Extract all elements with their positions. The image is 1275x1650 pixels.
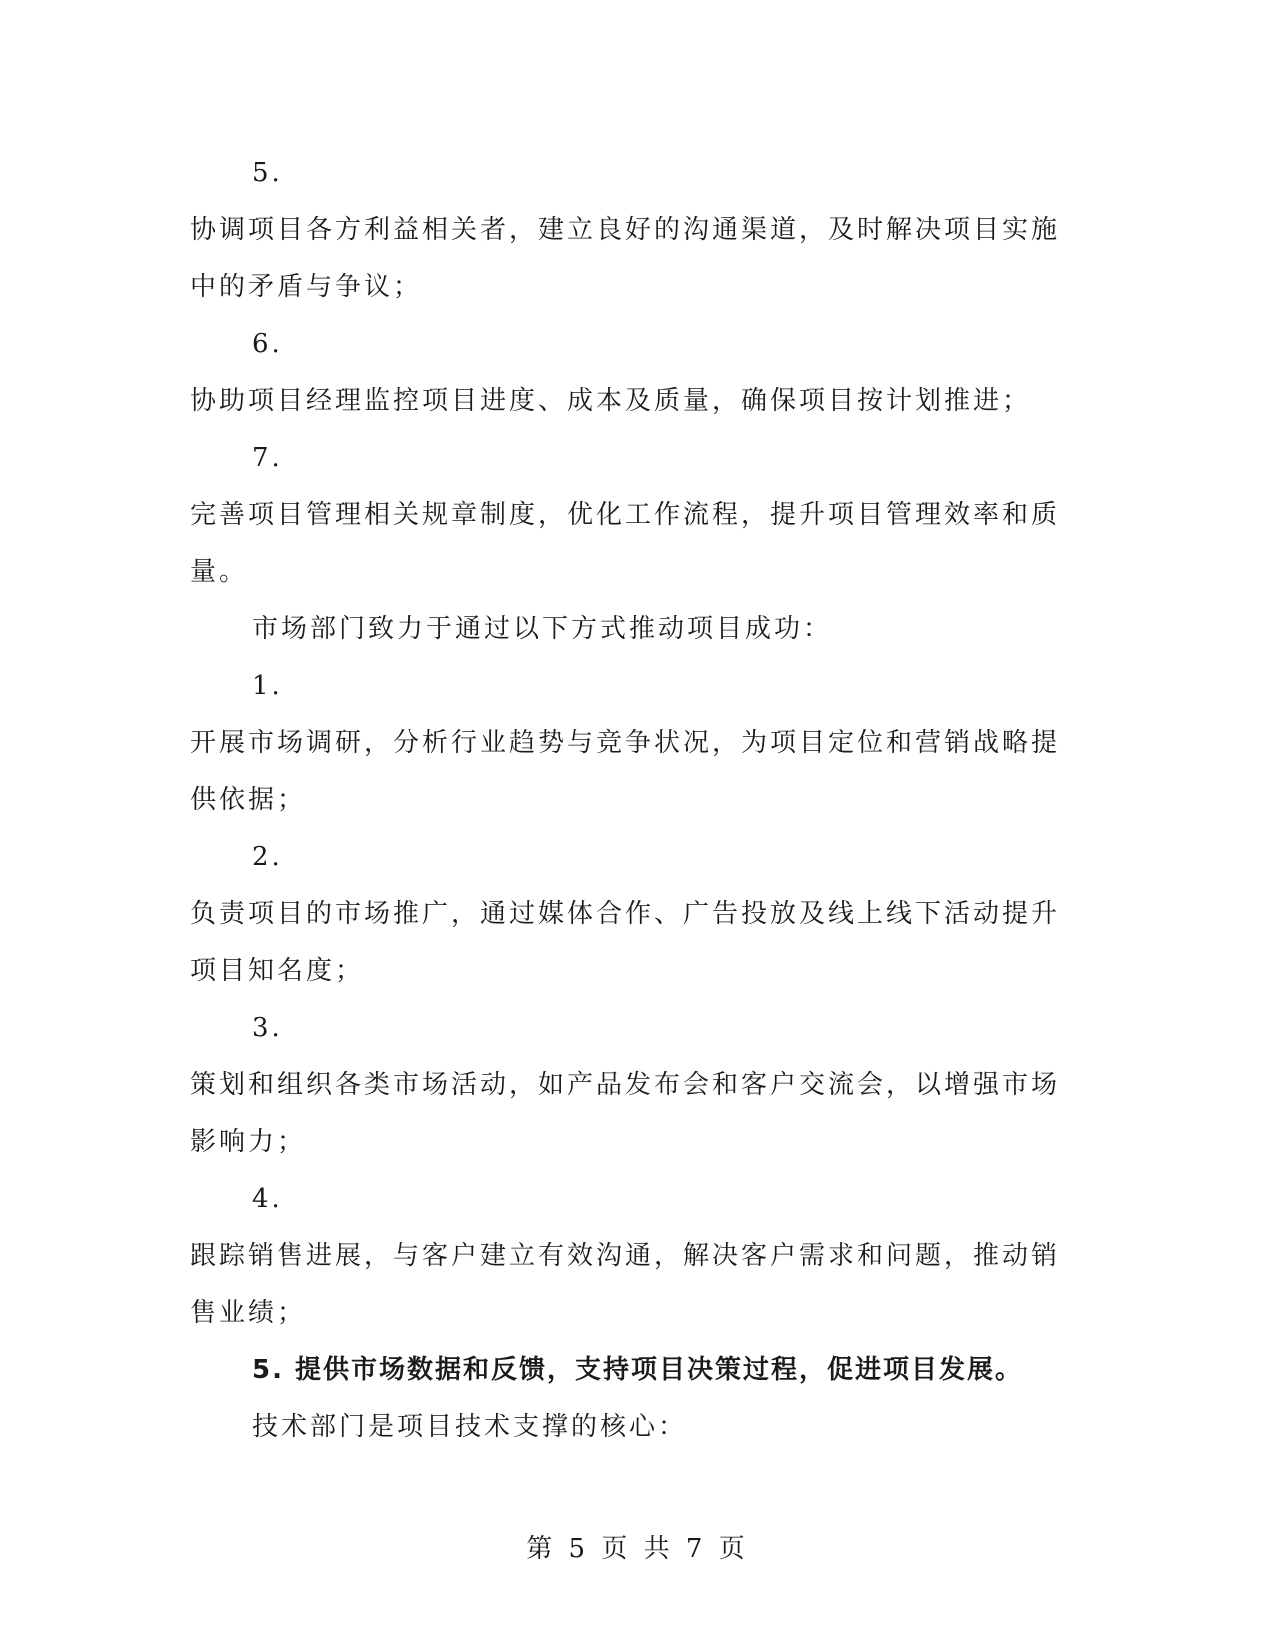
paragraph-line: 协调项目各方利益相关者，建立良好的沟通渠道，及时解决项目实施 (190, 215, 1061, 245)
paragraph-line: 影响力； (190, 1127, 307, 1157)
paragraph-line: 中的矛盾与争议； (190, 272, 423, 302)
paragraph-line: 量。 (190, 557, 249, 587)
paragraph-line: 策划和组织各类市场活动，如产品发布会和客户交流会，以增强市场 (190, 1070, 1061, 1100)
section-intro-marketing: 市场部门致力于通过以下方式推动项目成功： (252, 614, 833, 644)
document-body (190, 145, 1070, 1456)
bold-list-item: 5. 提供市场数据和反馈，支持项目决策过程，促进项目发展。 (252, 1355, 1024, 1385)
list-number: 7. (252, 443, 283, 473)
paragraph-line: 供依据； (190, 785, 307, 815)
paragraph-line: 开展市场调研，分析行业趋势与竞争状况，为项目定位和营销战略提 (190, 728, 1061, 758)
paragraph-line: 跟踪销售进展，与客户建立有效沟通，解决客户需求和问题，推动销 (190, 1241, 1061, 1271)
paragraph-line: 负责项目的市场推广，通过媒体合作、广告投放及线上线下活动提升 (190, 899, 1061, 929)
list-number: 5. (252, 158, 283, 188)
page-footer: 第 5 页 共 7 页 (526, 1534, 749, 1564)
list-number: 6. (252, 329, 283, 359)
list-number: 4. (252, 1184, 283, 1214)
list-number: 2. (252, 842, 283, 872)
list-number: 3. (252, 1013, 283, 1043)
paragraph-line: 项目知名度； (190, 956, 365, 986)
paragraph-line: 完善项目管理相关规章制度，优化工作流程，提升项目管理效率和质 (190, 500, 1061, 530)
paragraph-line: 售业绩； (190, 1298, 307, 1328)
list-number: 1. (252, 671, 283, 701)
section-intro-technology: 技术部门是项目技术支撑的核心： (252, 1412, 688, 1442)
paragraph-line: 协助项目经理监控项目进度、成本及质量，确保项目按计划推进； (190, 386, 1032, 416)
